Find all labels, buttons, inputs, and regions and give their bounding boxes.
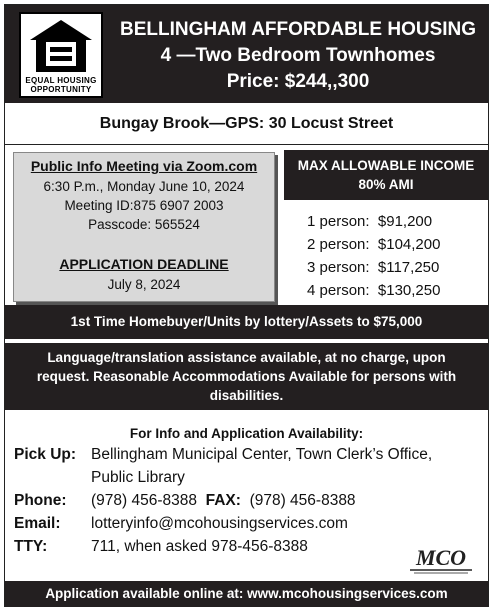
fax-label: FAX:	[205, 492, 241, 509]
accommodation-line1: Language/translation assistance available, at no charge, upon	[47, 350, 446, 365]
tty-label: TTY:	[14, 538, 48, 555]
tty-value: 711, when asked 978-456-8388	[91, 538, 308, 555]
email-link[interactable]: lotteryinfo@mcohousingservices.com	[91, 515, 348, 532]
income-row	[307, 213, 432, 230]
income-household-size: 1 person:	[307, 213, 370, 230]
mco-logo-text: MCO	[415, 545, 467, 570]
meeting-panel	[13, 152, 275, 302]
income-header	[284, 150, 488, 200]
email-label: Email:	[14, 515, 61, 532]
income-limit: $104,200	[377, 236, 441, 253]
income-household-size: 4 person:	[307, 282, 370, 299]
meeting-title: Public Info Meeting via Zoom.com	[30, 158, 258, 174]
income-household-size: 3 person:	[307, 259, 370, 276]
header-banner	[5, 5, 488, 103]
phone-number	[91, 492, 356, 510]
page-title: BELLINGHAM AFFORDABLE HOUSING	[119, 19, 477, 40]
income-limit: $117,250	[377, 259, 440, 276]
deadline-date: July 8, 2024	[107, 277, 181, 292]
logo-text-line1: EQUAL HOUSING	[25, 76, 97, 85]
pickup-line1: Bellingham Municipal Center, Town Clerk’s Office,	[91, 446, 433, 463]
income-limit: $91,200	[377, 213, 433, 230]
lottery-notice: 1st Time Homebuyer/Units by lottery/Assets to $75,000	[5, 305, 488, 339]
mco-logo	[408, 544, 474, 576]
house-icon	[28, 18, 94, 74]
meeting-time: 6:30 P.m., Monday June 10, 2024	[43, 179, 245, 194]
footer-url[interactable]: Application available online at: www.mcohousingservices.com	[5, 581, 488, 607]
meeting-id: Meeting ID:875 6907 2003	[64, 198, 224, 213]
income-row	[307, 236, 440, 253]
contact-title: For Info and Application Availability:	[129, 426, 364, 441]
income-limit: $130,250	[377, 282, 441, 299]
location: Bungay Brook—GPS: 30 Locust Street	[5, 103, 488, 145]
phone-value: (978) 456-8388	[91, 492, 197, 509]
income-household-size: 2 person:	[307, 236, 370, 253]
pickup-label: Pick Up:	[14, 446, 77, 463]
price: Price: $244,,300	[226, 71, 370, 92]
income-header-line2: 80% AMI	[358, 177, 414, 192]
unit-description: 4 —Two Bedroom Townhomes	[160, 45, 436, 66]
meeting-passcode: Passcode: 565524	[88, 217, 200, 232]
logo-text-line2: OPPORTUNITY	[30, 85, 92, 94]
income-row	[307, 259, 439, 276]
equal-housing-logo	[19, 12, 103, 98]
deadline-title: APPLICATION DEADLINE	[59, 256, 229, 272]
fax-value: (978) 456-8388	[249, 492, 356, 509]
accommodation-line3: disabilities.	[209, 388, 284, 403]
income-row	[307, 282, 440, 299]
accommodation-line2: request. Reasonable Accommodations Available for persons with	[36, 369, 457, 384]
accommodation-notice	[5, 343, 488, 410]
phone-label: Phone:	[14, 492, 67, 509]
income-header-line1: MAX ALLOWABLE INCOME	[297, 158, 475, 173]
pickup-line2: Public Library	[91, 469, 185, 486]
